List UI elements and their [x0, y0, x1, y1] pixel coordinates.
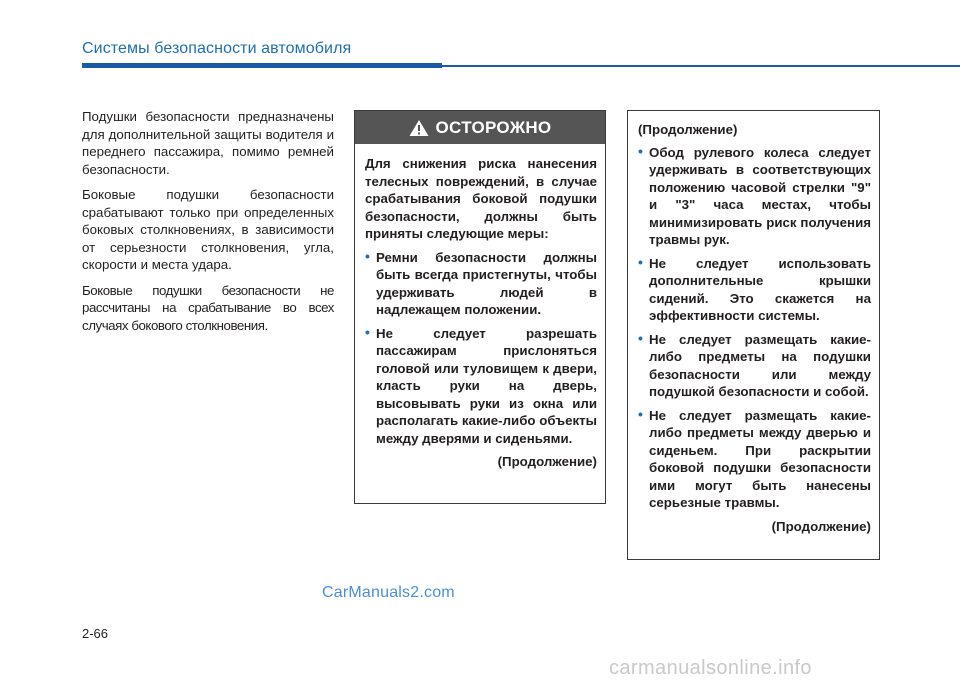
- bullet-icon: •: [638, 253, 643, 270]
- paragraph-side-airbag-deploy: Боковые подушки безопасности срабатывают только при определенных боковых столкновениях, в зависимости от серьезности столкновения, угла, скорости и места удара.: [82, 187, 334, 272]
- warning-title: ОСТОРОЖНО: [435, 117, 552, 137]
- list-item-text: Обод рулевого колеса следует удерживать в соответствующих положению часовой стрелки "9" и "3" часа местах, чтобы минимизировать риск получения травмы рук.: [649, 144, 871, 247]
- warning-box: [354, 110, 606, 504]
- watermark-bottom: carmanualsonline.info: [609, 657, 812, 679]
- section-title: Системы безопасности автомобиля: [82, 40, 352, 57]
- continued-heading: (Продолжение): [638, 122, 738, 137]
- page-number: 2-66: [82, 626, 109, 641]
- warning-intro: Для снижения риска нанесения телесных повреждений, в случае срабатывания боковой подушки безопасности, должны быть приняты следующие меры:: [365, 156, 597, 241]
- bullet-icon: •: [638, 405, 643, 422]
- list-item: [638, 144, 871, 249]
- list-item-text: Не следует размещать какие-либо предметы на подушки безопасности или между подушкой безопасности и собой.: [649, 331, 871, 399]
- list-item-text: Не следует использовать дополнительные крышки сидений. Это скажется на эффективности системы.: [649, 255, 871, 323]
- continued-label: (Продолжение): [771, 518, 871, 534]
- list-item: [638, 407, 871, 512]
- warning-header: [355, 111, 605, 144]
- watermark-site-link[interactable]: CarManuals2.com: [322, 584, 455, 601]
- list-item: [638, 255, 871, 325]
- left-column: [82, 108, 334, 342]
- paragraph-airbag-purpose: Подушки безопасности предназначены для дополнительной защиты водителя и переднего пассажира, помимо ремней безопасности.: [82, 109, 334, 177]
- header-rule-thick: [82, 63, 442, 68]
- bullet-icon: •: [365, 323, 370, 340]
- bullet-icon: •: [638, 142, 643, 159]
- list-item-text: Не следует размещать какие-либо предметы между дверью и сиденьем. При раскрытии боковой подушки безопасности ими могут быть нанесены серьезные травмы.: [649, 407, 871, 510]
- list-item: [365, 325, 597, 448]
- list-item: [638, 331, 871, 401]
- continued-body: [628, 111, 879, 535]
- warning-triangle-icon: [409, 119, 429, 137]
- list-item: [365, 249, 597, 319]
- bullet-icon: •: [638, 329, 643, 346]
- continued-box: [627, 110, 880, 560]
- header-rule-thin: [442, 65, 960, 67]
- paragraph-side-airbag-limits: Боковые подушки безопасности не рассчитаны на срабатывание во всех случаях бокового столкновения.: [82, 282, 334, 333]
- continued-label: (Продолжение): [497, 454, 597, 469]
- bullet-icon: •: [365, 247, 370, 264]
- warning-body: [355, 144, 605, 471]
- list-item-text: Не следует разрешать пассажирам прислоняться головой или туловищем к двери, класть руки на дверь, высовывать руки из окна или располагать какие-либо объекты между дверями и сиденьями.: [376, 325, 598, 446]
- list-item-text: Ремни безопасности должны быть всегда пристегнуты, чтобы удерживать людей в надлежащем положении.: [376, 249, 597, 317]
- continued-bullet-list: [638, 144, 871, 512]
- warning-bullet-list: [365, 249, 597, 448]
